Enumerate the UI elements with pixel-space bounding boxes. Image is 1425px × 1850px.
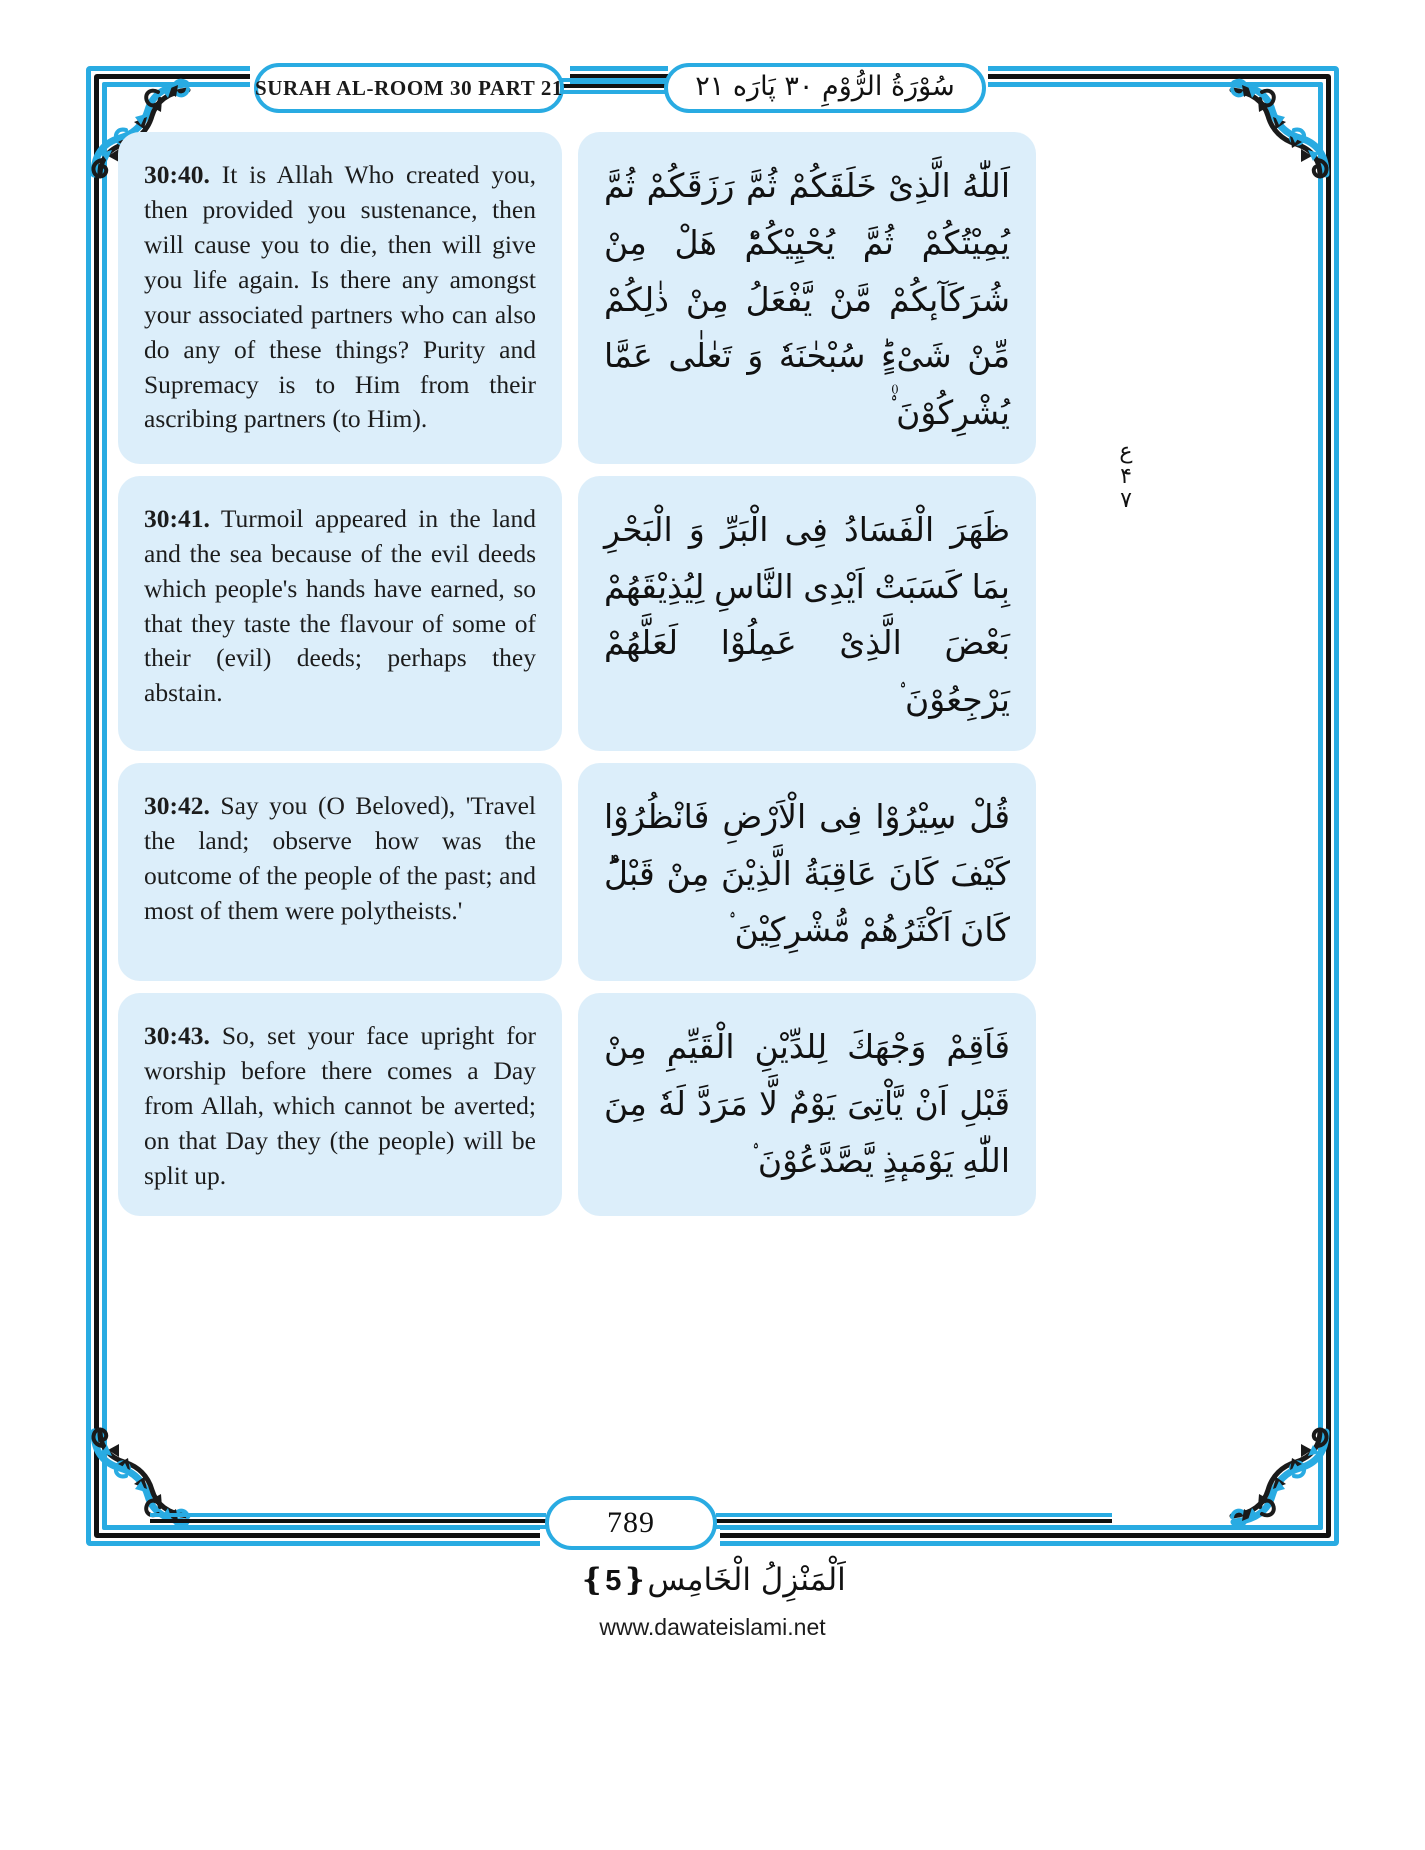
- manzil-bracket-close: ❵: [579, 1562, 606, 1598]
- verse-body: Say you (O Beloved), 'Travel the land; observe how was the outcome of the people of the past; and most of them were polytheists.': [144, 790, 536, 925]
- footer-rule-right: [716, 1513, 1112, 1533]
- verse-body: So, set your face upright for worship before there comes a Day from Allah, which cannot be averted; on that Day they (the people) will be split up.: [144, 1021, 536, 1190]
- verse-row: [118, 476, 1308, 751]
- verse-row: [118, 132, 1308, 464]
- verse-card-arabic: [578, 763, 1036, 981]
- surah-title-pill-english: [254, 63, 564, 113]
- verse-text-english: [144, 502, 536, 712]
- surah-title-english: SURAH AL-ROOM 30 PART 21: [254, 75, 564, 100]
- manzil-bracket-open: ❴: [621, 1562, 648, 1598]
- manzil-text-arabic: اَلْمَنْزِلُ الْخَامِس: [647, 1562, 846, 1598]
- verse-row: [118, 763, 1308, 981]
- verse-text-english: [144, 158, 536, 437]
- verse-card-english: [118, 476, 562, 751]
- ruku-marker-line-2: ۴: [1120, 463, 1132, 489]
- page-number: 789: [607, 1506, 655, 1539]
- verse-text-english: [144, 1019, 536, 1194]
- ruku-section-marker: [1108, 440, 1144, 514]
- manzil-number: 5: [605, 1565, 622, 1597]
- verse-number: 30:42.: [144, 790, 210, 820]
- verse-card-english: [118, 132, 562, 464]
- verse-text-english: [144, 789, 536, 929]
- verse-number: 30:40.: [144, 160, 210, 189]
- verse-card-arabic: [578, 476, 1036, 751]
- website-url[interactable]: www.dawateislami.net: [599, 1614, 826, 1640]
- ruku-marker-line-3: ۷: [1120, 488, 1132, 514]
- verse-card-arabic: [578, 993, 1036, 1216]
- verse-number: 30:41.: [144, 503, 210, 533]
- verse-text-arabic: قُلْ سِیْرُوْا فِی الْاَرْضِ فَانْظُرُوْا كَیْفَ كَانَ عَاقِبَةُ الَّذِیْنَ مِنْ قَبْلُؕ كَانَ اَكْثَرُهُمْ مُّشْرِكِیْنَ ۟: [604, 796, 1010, 950]
- verse-text-arabic: ظَهَرَ الْفَسَادُ فِی الْبَرِّ وَ الْبَحْرِ بِمَا كَسَبَتْ اَیْدِی النَّاسِ لِیُذِیْقَهُمْ بَعْضَ الَّذِیْ عَمِلُوْا لَعَلَّهُمْ یَرْجِعُوْنَ ۟: [604, 509, 1010, 719]
- footer-rule-left: [150, 1513, 546, 1533]
- ruku-marker-line-1: ع: [1119, 439, 1133, 464]
- verse-body: Turmoil appeared in the land and the sea because of the evil deeds which people's hands have earned, so that they taste the flavour of some of their (evil) deeds; perhaps they abstain.: [144, 503, 536, 708]
- verse-list: [118, 132, 1308, 1492]
- verse-card-english: [118, 993, 562, 1216]
- verse-number: 30:43.: [144, 1021, 210, 1050]
- header-connector-bars: [556, 78, 674, 98]
- verse-card-english: [118, 763, 562, 981]
- verse-text-arabic: فَاَقِمْ وَجْهَكَ لِلدِّیْنِ الْقَیِّمِ مِنْ قَبْلِ اَنْ یَّاْتِیَ یَوْمٌ لَّا مَرَدَّ لَهٗ مِنَ اللّٰهِ یَوْمَىٕذٍ یَّصَّدَّعُوْنَ ۟: [604, 1027, 1010, 1180]
- surah-title-arabic: سُوْرَةُ الرُّوْمِ ۳۰ پَارَه ۲۱: [695, 71, 955, 102]
- verse-card-arabic: [578, 132, 1036, 464]
- page-number-pill: [545, 1496, 717, 1550]
- verse-text-arabic: اَللّٰهُ الَّذِیْ خَلَقَكُمْ ثُمَّ رَزَقَكُمْ ثُمَّ یُمِیْتُكُمْ ثُمَّ یُحْیِیْكُمْؕ هَلْ مِنْ شُرَكَآىٕكُمْ مَّنْ یَّفْعَلُ مِنْ ذٰلِكُمْ مِّنْ شَیْءٍؕ سُبْحٰنَهٗ وَ تَعٰلٰى عَمَّا یُشْرِكُوْنَ ۟۠: [604, 166, 1010, 432]
- manzil-label: [0, 1562, 1425, 1598]
- surah-title-pill-arabic: [664, 63, 986, 113]
- verse-body: It is Allah Who created you, then provided you sustenance, then will cause you to die, then will give you life again. Is there any amongst your associated partners who can also do any of these things? Purity and Supremacy is to Him from their ascribing partners (to Him).: [144, 160, 536, 434]
- verse-row: [118, 993, 1308, 1216]
